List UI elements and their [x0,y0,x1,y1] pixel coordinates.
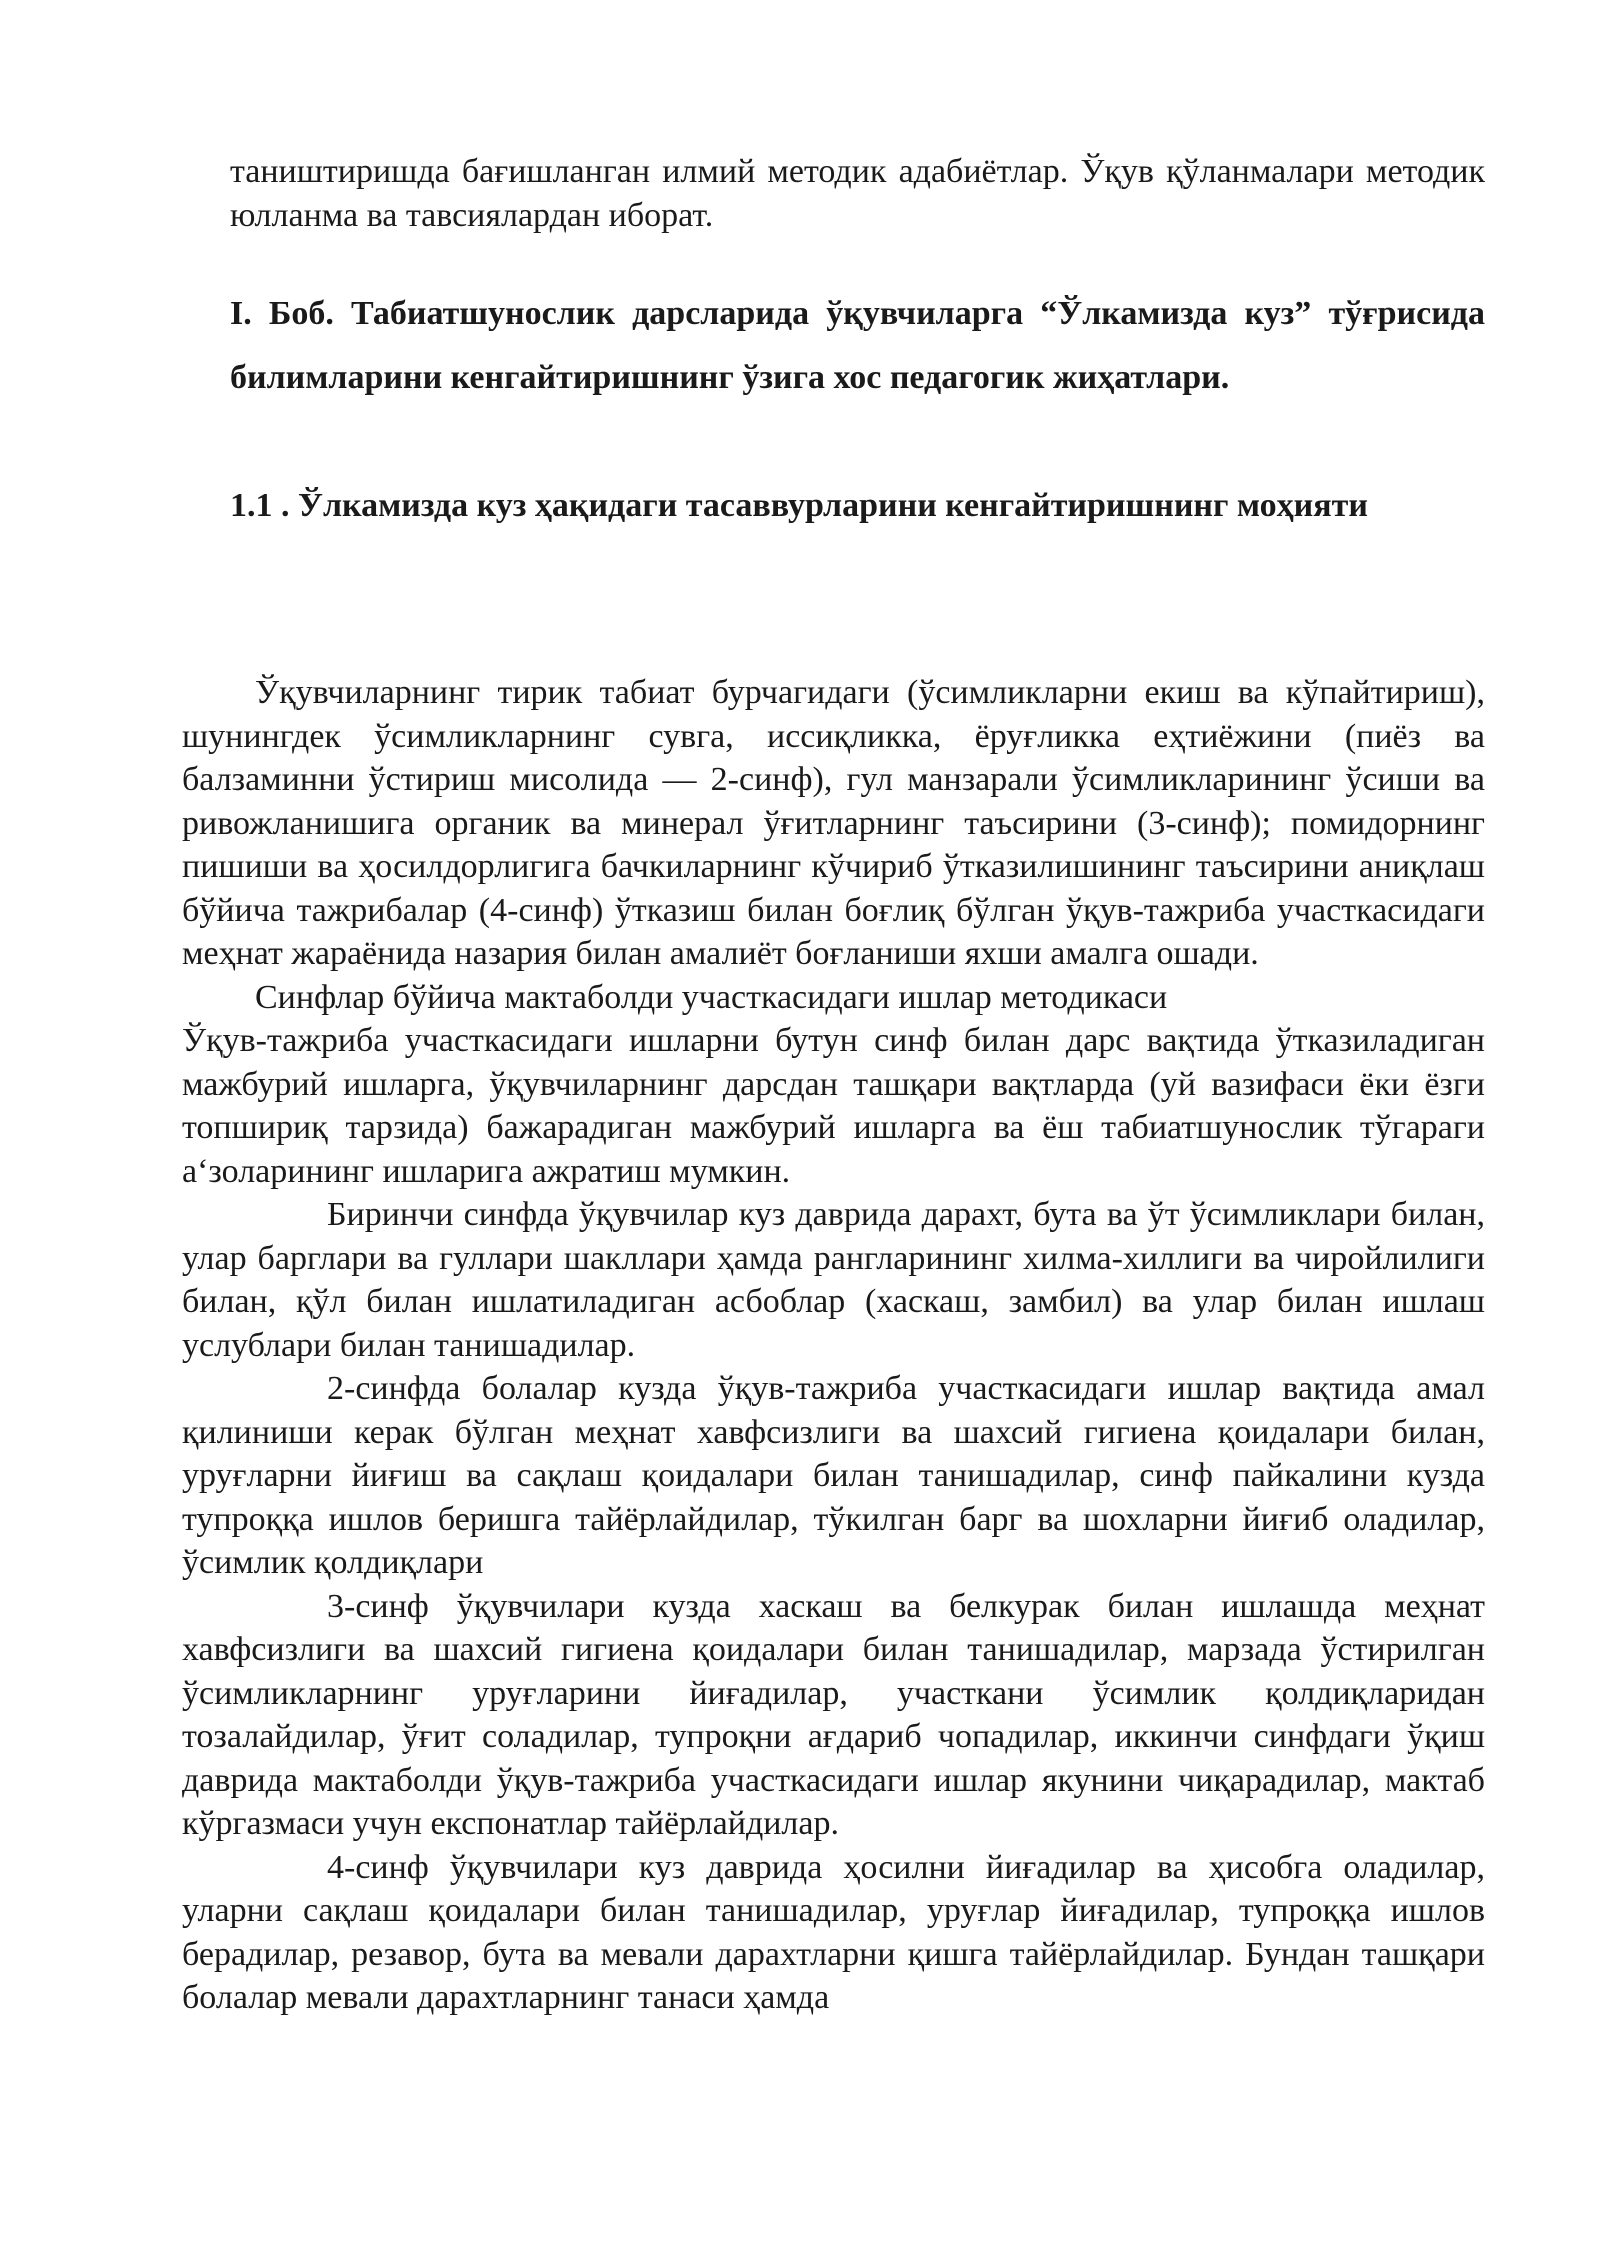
body-paragraph: 3-синф ўқувчилари кузда хаскаш ва белкурак билан ишлашда меҳнат хавфсизлиги ва шахсий гигиена қоидалари билан танишадилар, марзада ўстирилган ўсимликларнинг уруғларини йиғадилар, участкани ўсимлик қолдиқларидан тозалайдилар, ўғит соладилар, тупроқни ағдариб чопадилар, иккинчи синфдаги ўқиш даврида мактаболди ўқув-тажриба участкасидаги ишлар якунини чиқарадилар, мактаб кўргазмаси учун експонатлар тайёрлайдилар. [182,1587,1485,1842]
body-paragraph: Синфлар бўйича мактаболди участкасидаги ишлар методикаси [255,978,1168,1016]
body-text [182,671,1485,2020]
body-paragraph: Биринчи синфда ўқувчилар куз даврида дарахт, бута ва ўт ўсимликлари билан, улар барглари ва гуллари шакллари ҳамда рангларининг хилма-хиллиги ва чиройлилиги билан, қўл билан ишлатиладиган асбоблар (хаскаш, замбил) ва улар билан ишлаш услублари билан танишадилар. [182,1196,1485,1364]
intro-paragraph: таништиришда бағишланган илмий методик адабиётлар. Ўқув қўланмалари методик юлланма ва тавсиялардан иборат. [230,153,1485,234]
body-paragraph: 2-синфда болалар кузда ўқув-тажриба участкасидаги ишлар вақтида амал қилиниши керак бўлган меҳнат хавфсизлиги ва шахсий гигиена қоидалари билан, уруғларни йиғиш ва сақлаш қоидалари билан танишадилар, синф пайкалини кузда тупроққа ишлов беришга тайёрлайдилар, тўкилган барг ва шохларни йиғиб оладилар, ўсимлик қолдиқлари [182,1370,1485,1581]
body-paragraph: Ўқувчиларнинг тирик табиат бурчагидаги (ўсимликларни екиш ва кўпайтириш), шунингдек ўсимликларнинг сувга, иссиқликка, ёруғликка еҳтиёжини (пиёз ва балзаминни ўстириш мисолида — 2-синф), гул манзарали ўсимликларининг ўсиши ва ривожланишига органик ва минерал ўғитларнинг таъсирини (3-синф); помидорнинг пишиши ва ҳосилдорлигига бачкиларнинг кўчириб ўтказилишининг таъсирини аниқлаш бўйича тажрибалар (4-синф) ўтказиш билан боғлиқ бўлган ўқув-тажриба участкасидаги меҳнат жараёнида назария билан амалиёт боғланиши яхши амалга ошади. [182,674,1485,972]
section-heading: 1.1 . Ўлкамизда куз ҳақидаги тасаввурларини кенгайтиришнинг моҳияти [230,487,1368,524]
body-paragraph: 4-синф ўқувчилари куз даврида ҳосилни йиғадилар ва ҳисобга оладилар, уларни сақлаш қоидалари билан танишадилар, уруғлар йиғадилар, тупроққа ишлов берадилар, резавор, бута ва мевали дарахтларни қишга тайёрлайдилар. Бундан ташқари болалар мевали дарахтларнинг танаси ҳамда [182,1848,1485,2016]
body-paragraph: Ўқув-тажриба участкасидаги ишларни бутун синф билан дарс вақтида ўтказиладиган мажбурий ишларга, ўқувчиларнинг дарсдан ташқари вақтларда (уй вазифаси ёки ёзги топшириқ тарзида) бажарадиган мажбурий ишларга ва ёш табиатшунослик тўгараги аʻзоларининг ишларига ажратиш мумкин. [182,1022,1485,1190]
chapter-heading: I. Боб. Табиатшунослик дарсларида ўқувчиларга “Ўлкамизда куз” тўғрисида билимларини кенгайтиришнинг ўзига хос педагогик жиҳатлари. [230,295,1485,396]
